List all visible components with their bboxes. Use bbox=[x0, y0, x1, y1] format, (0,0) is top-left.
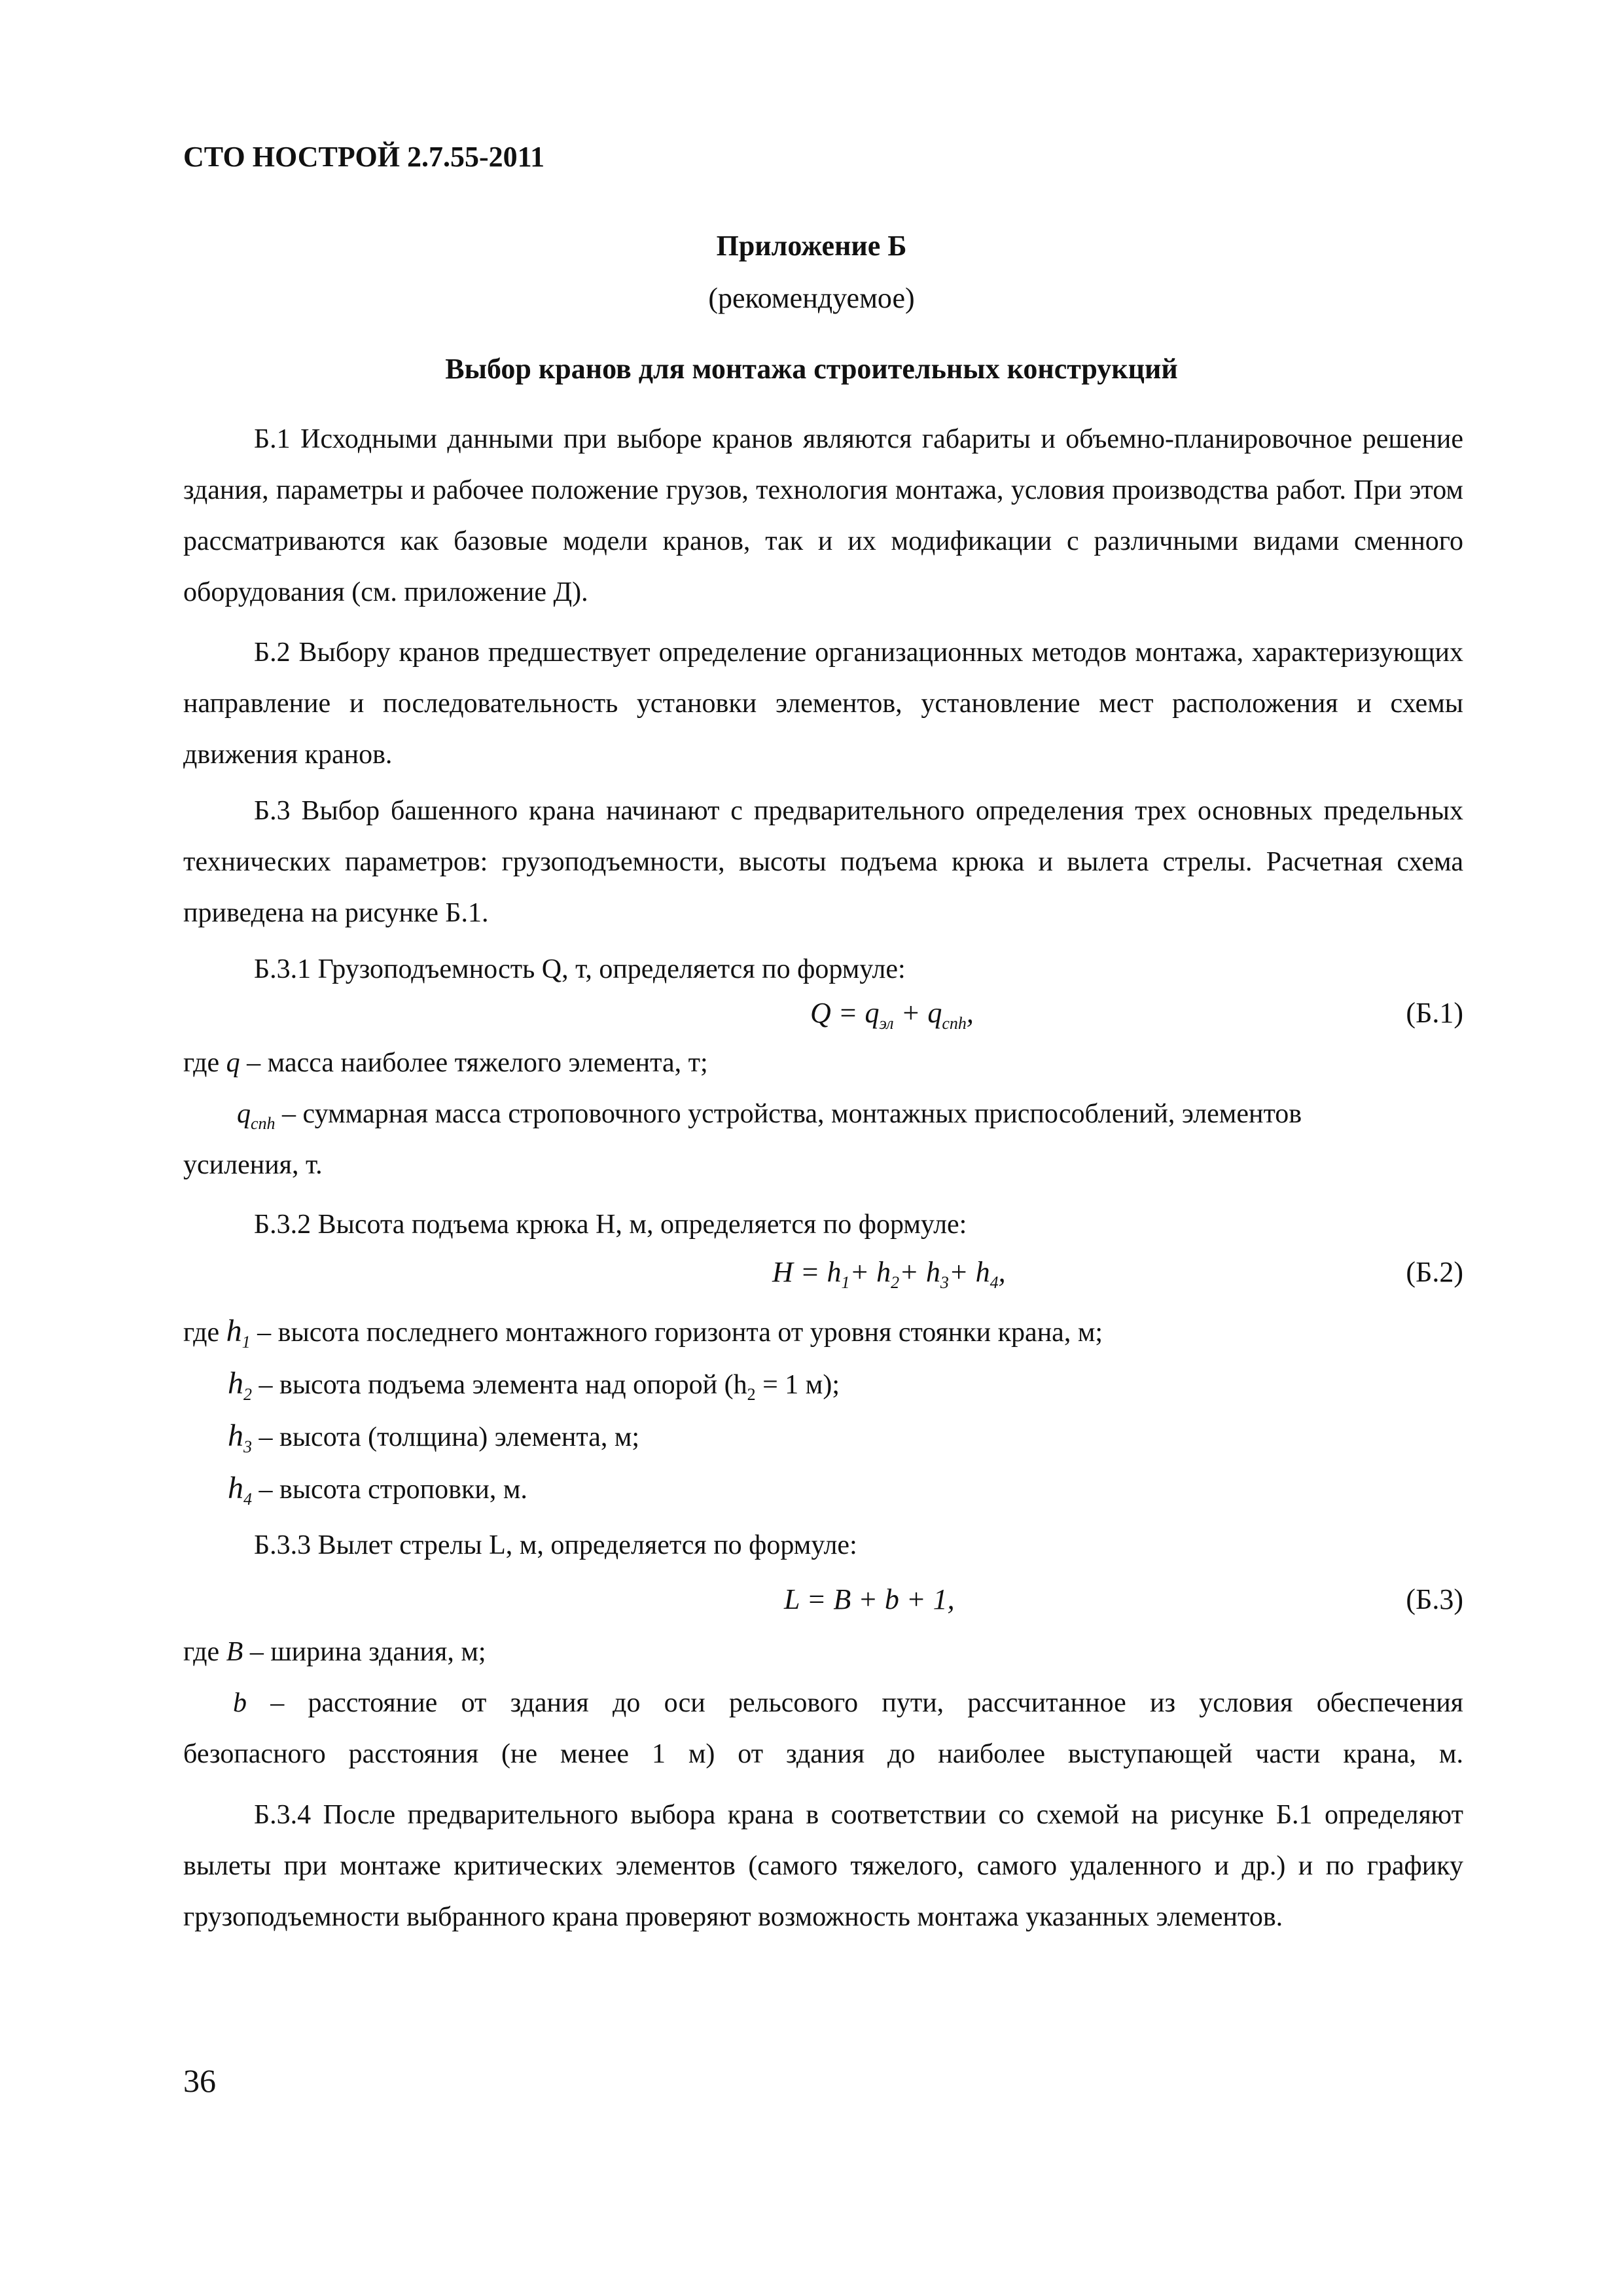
appendix-title: Приложение Б bbox=[716, 230, 907, 262]
formula-b1-plus: + q bbox=[893, 997, 942, 1029]
definition-b-width-text: – ширина здания, м; bbox=[243, 1637, 486, 1667]
definition-q bbox=[183, 1047, 708, 1079]
definition-h1 bbox=[183, 1313, 1103, 1352]
definition-q-cnh-text: – суммарная масса строповочного устройства, монтажных приспособлений, элементов bbox=[275, 1099, 1302, 1129]
symbol-h2-sub: 2 bbox=[243, 1385, 252, 1404]
definition-b-distance-cont: безопасного расстояния (не менее 1 м) от здания до наиболее выступающей части крана, м. bbox=[183, 1739, 1463, 1769]
formula-b2-sub2: 2 bbox=[891, 1273, 900, 1292]
symbol-q-cnh: q bbox=[237, 1099, 251, 1129]
formula-b2-sub4: 4 bbox=[990, 1273, 999, 1292]
definition-b-distance-text: – расстояние от здания до оси рельсового пути, рассчитанное из условия обеспечения bbox=[247, 1688, 1463, 1718]
definition-b-width bbox=[183, 1636, 486, 1668]
definition-b-distance bbox=[233, 1687, 1463, 1719]
symbol-b-upper: B bbox=[226, 1637, 243, 1667]
where-label: где bbox=[183, 1318, 226, 1348]
paragraph-b3: Б.3 Выбор башенного крана начинают с предварительного определения трех основных предельных технических параметров: грузоподъемности, высоты подъема крюка и вылета стрелы. Расчетная схема приведена на рисунке Б.1. bbox=[183, 796, 1463, 928]
formula-b1-number: (Б.1) bbox=[1406, 997, 1463, 1029]
formula-b1-lhs: Q = q bbox=[810, 997, 880, 1029]
paragraph-b3-4: Б.3.4 После предварительного выбора крана в соответствии со схемой на рисунке Б.1 определяют вылеты при монтаже критических элементов (самого тяжелого, самого удаленного и др.) и по графику грузоподъемности выбранного крана проверяют возможность монтажа указанных элементов. bbox=[183, 1800, 1463, 1932]
symbol-h4-sub: 4 bbox=[243, 1490, 252, 1509]
document-code-header: СТО НОСТРОЙ 2.7.55-2011 bbox=[183, 141, 545, 173]
formula-b2-sub3: 3 bbox=[940, 1273, 949, 1292]
symbol-h3-sub: 3 bbox=[243, 1437, 252, 1456]
symbol-b-lower: b bbox=[233, 1688, 247, 1718]
formula-b2-h3: h bbox=[925, 1256, 940, 1288]
symbol-h1-sub: 1 bbox=[241, 1333, 251, 1352]
symbol-q: q bbox=[226, 1048, 240, 1078]
formula-b3: L = B + b + 1, bbox=[784, 1583, 955, 1615]
appendix-heading: Выбор кранов для монтажа строительных конструкций bbox=[445, 353, 1178, 385]
formula-b2-plus3: + bbox=[948, 1256, 976, 1288]
symbol-q-cnh-sub: cnh bbox=[251, 1114, 276, 1133]
where-label: где bbox=[183, 1048, 226, 1078]
definition-h2-text: – высота подъема элемента над опорой (h bbox=[252, 1370, 747, 1400]
paragraph-b3-2: Б.3.2 Высота подъема крюка H, м, определяется по формуле: bbox=[254, 1210, 967, 1240]
definition-h4 bbox=[228, 1470, 527, 1509]
definition-h2 bbox=[228, 1365, 840, 1405]
symbol-h1: h bbox=[226, 1314, 242, 1348]
paragraph-b3-3: Б.3.3 Вылет стрелы L, м, определяется по формуле: bbox=[254, 1530, 857, 1560]
formula-b2-h4: h bbox=[975, 1256, 990, 1288]
definition-h2-text-sub: 2 bbox=[747, 1385, 756, 1404]
definition-h4-text: – высота строповки, м. bbox=[252, 1475, 527, 1505]
formula-b1 bbox=[810, 996, 974, 1033]
paragraph-b3-1: Б.3.1 Грузоподъемность Q, т, определяется по формуле: bbox=[254, 954, 906, 984]
symbol-h3: h bbox=[228, 1418, 243, 1453]
symbol-h2: h bbox=[228, 1366, 243, 1401]
formula-b2 bbox=[772, 1255, 1006, 1293]
definition-h1-text: – высота последнего монтажного горизонта от уровня стоянки крана, м; bbox=[250, 1318, 1103, 1348]
definition-q-text: – масса наиболее тяжелого элемента, т; bbox=[240, 1048, 708, 1078]
definition-h3 bbox=[228, 1418, 639, 1457]
formula-b2-number: (Б.2) bbox=[1406, 1256, 1463, 1288]
symbol-h4: h bbox=[228, 1471, 243, 1505]
formula-b2-plus2: + bbox=[899, 1256, 926, 1288]
formula-b1-sub2: cnh bbox=[942, 1014, 967, 1033]
formula-b2-sub1: 1 bbox=[841, 1273, 850, 1292]
definition-h2-text-tail: = 1 м); bbox=[755, 1370, 840, 1400]
appendix-status: (рекомендуемое) bbox=[708, 282, 915, 314]
formula-b2-plus1: + bbox=[849, 1256, 877, 1288]
formula-b3-number: (Б.3) bbox=[1406, 1583, 1463, 1615]
formula-b2-lhs: H = h bbox=[772, 1256, 842, 1288]
where-label: где bbox=[183, 1637, 226, 1667]
paragraph-b1: Б.1 Исходными данными при выборе кранов являются габариты и объемно-планировочное решение здания, параметры и рабочее положение грузов, технология монтажа, условия производства работ. При этом рассматриваются как базовые модели кранов, так и их модификации с различными видами сменного оборудования (см. приложение Д). bbox=[183, 424, 1463, 607]
definition-h3-text: – высота (толщина) элемента, м; bbox=[252, 1422, 640, 1452]
definition-q-cnh bbox=[237, 1098, 1302, 1134]
paragraph-b2: Б.2 Выбору кранов предшествует определение организационных методов монтажа, характеризующих направление и последовательность установки элементов, установление мест расположения и схемы движения кранов. bbox=[183, 637, 1463, 770]
formula-b2-tail: , bbox=[998, 1256, 1006, 1288]
definition-q-cnh-cont: усиления, т. bbox=[183, 1150, 323, 1180]
page-number: 36 bbox=[183, 2062, 216, 2099]
formula-b2-h2: h bbox=[876, 1256, 891, 1288]
formula-b1-sub1: эл bbox=[879, 1014, 894, 1033]
formula-b1-tail: , bbox=[966, 997, 974, 1029]
